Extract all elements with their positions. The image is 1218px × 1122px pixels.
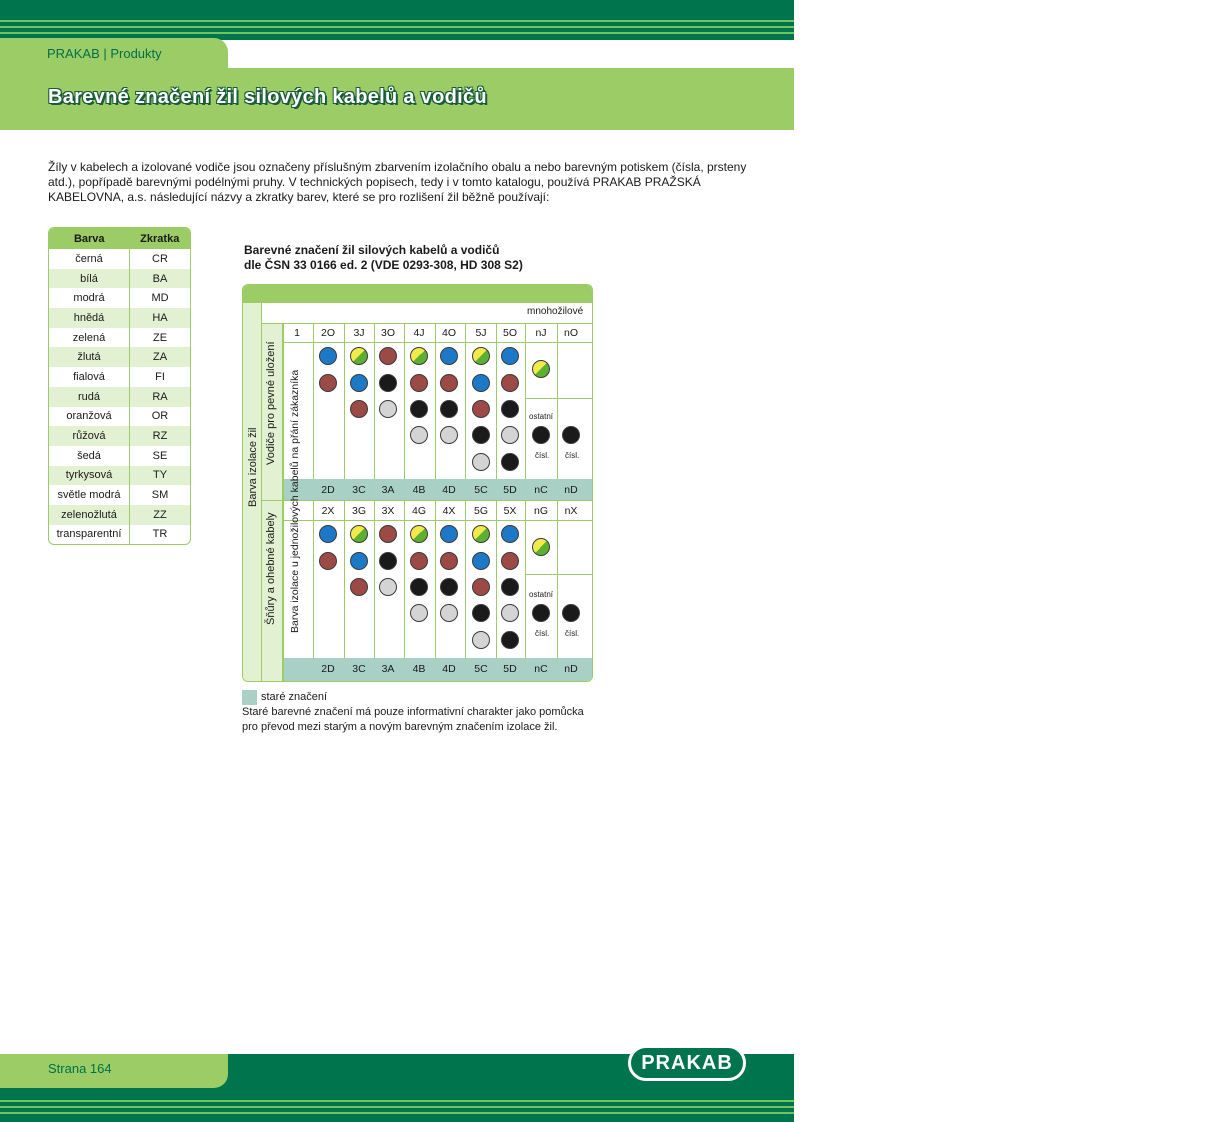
grid-vline: [465, 323, 466, 681]
grid-hline: [284, 520, 592, 521]
core-dot-cr: [501, 631, 519, 649]
core-dot-ha: [440, 552, 458, 570]
core-dot-md: [501, 347, 519, 365]
legend-color-name: žlutá: [49, 347, 130, 367]
old-code: 5D: [503, 663, 517, 675]
chart-title-line2: dle ČSN 33 0166 ed. 2 (VDE 0293-308, HD 308 S2): [244, 258, 523, 272]
chart-col-inner: [283, 323, 284, 681]
core-dot-md: [319, 347, 337, 365]
core-dot-zz: [350, 525, 368, 543]
label-outer: Barva izolace žil: [247, 427, 259, 507]
core-dot-md: [350, 374, 368, 392]
page-number: Strana 164: [48, 1061, 112, 1076]
top-code: 1: [294, 327, 300, 339]
legend-header-color: Barva: [49, 228, 130, 249]
legend-color-abbr: SE: [152, 449, 168, 462]
bottom-code: 4G: [411, 505, 426, 517]
intro-paragraph: Žíly v kabelech a izolované vodiče jsou označeny příslušným zbarvením izolačního obalu a nebo barevným potiskem (čísla, prsteny atd.), popřípadě barevnými podélnými pruhy. V technických popisech, tedy i v tomto katalogu, používá PRAKAB PRAŽSKÁ KABELOVNA, a.s. následující názvy a zkratky barev, které se pro rozlišení žil běžně používají:: [48, 160, 747, 204]
core-dot-se: [501, 604, 519, 622]
grid-hline: [525, 398, 592, 399]
multicore-label: mnohožilové: [527, 306, 584, 317]
legend-row: [49, 308, 190, 328]
old-code: nC: [534, 663, 548, 675]
legend-row: [49, 407, 190, 427]
old-code: 3A: [381, 484, 395, 496]
legend-row: [49, 269, 190, 289]
core-dot-zz: [532, 538, 550, 556]
core-dot-zz: [472, 525, 490, 543]
old-code: 3A: [381, 663, 395, 675]
legend-color-abbr: MD: [151, 292, 169, 305]
grid-hline: [525, 574, 592, 575]
core-dot-cr: [562, 604, 580, 622]
bottom-code: nX: [564, 505, 578, 517]
grid-vline: [435, 323, 436, 681]
legend-row: [49, 367, 190, 387]
core-dot-cr: [410, 578, 428, 596]
bottom-code: 5X: [503, 505, 517, 517]
core-dot-ha: [410, 374, 428, 392]
label-bottom: Šňůry a ohebné kabely: [265, 512, 277, 625]
top-code: 5J: [475, 327, 487, 339]
top-code: 4O: [441, 327, 456, 339]
core-dot-ha: [472, 400, 490, 418]
core-dot-md: [501, 525, 519, 543]
label-inner: Barva izolace u jednožilových kabelů na přání zákazníka: [289, 369, 301, 633]
grid-vline: [344, 323, 345, 681]
top-code: 2O: [320, 327, 335, 339]
old-code: 5C: [474, 484, 488, 496]
core-dot-cr: [440, 400, 458, 418]
core-dot-se: [440, 426, 458, 444]
legend-color-abbr: TY: [130, 466, 191, 486]
legend-color-name: zelenožlutá: [49, 505, 130, 525]
logo-text: PRAKAB: [641, 1052, 733, 1074]
legend-color-name: modrá: [49, 288, 130, 308]
legend-color-abbr: SM: [151, 489, 169, 502]
old-code: 5C: [474, 663, 488, 675]
legend-color-name: fialová: [49, 367, 130, 387]
core-dot-cr: [472, 604, 490, 622]
core-color-chart: [242, 284, 593, 682]
core-dot-ha: [410, 552, 428, 570]
old-code: 3C: [352, 484, 366, 496]
core-dot-ha: [379, 347, 397, 365]
top-code: nJ: [535, 327, 547, 339]
legend-row: [49, 505, 190, 525]
footer-tab: [0, 1054, 228, 1088]
core-dot-se: [472, 453, 490, 471]
page-title: Barevné značení žil silových kabelů a vodičů: [48, 86, 487, 108]
legend-color-abbr: BA: [130, 269, 191, 289]
legend-row: [49, 525, 190, 545]
numbered-label: čísl.: [535, 629, 550, 638]
note-line2: pro převod mezi starým a novým barevným značením izolace žil.: [242, 721, 558, 733]
old-code: 3C: [352, 663, 366, 675]
legend-color-abbr: ZZ: [130, 505, 191, 525]
legend-color-name: bílá: [49, 269, 130, 289]
core-dot-se: [440, 604, 458, 622]
note-line1: Staré barevné značení má pouze informativní charakter jako pomůcka: [242, 706, 584, 718]
grid-vline: [525, 323, 526, 681]
legend-color-name: rudá: [49, 387, 130, 407]
core-dot-cr: [562, 426, 580, 444]
old-code: 2D: [321, 484, 335, 496]
old-code: 4D: [442, 663, 456, 675]
legend-color-abbr: FI: [155, 370, 165, 383]
core-dot-ha: [350, 400, 368, 418]
legend-row: [49, 328, 190, 348]
other-label: ostatní: [529, 590, 554, 599]
legend-row: [49, 426, 190, 446]
legend-color-name: zelená: [49, 328, 130, 348]
core-dot-cr: [410, 400, 428, 418]
top-code: 3O: [380, 327, 395, 339]
legend-header-abbr: Zkratka: [130, 228, 191, 249]
legend-color-abbr: RZ: [130, 426, 191, 446]
top-code: 5O: [502, 327, 517, 339]
legend-color-name: oranžová: [49, 407, 130, 427]
chart-title: [244, 243, 523, 273]
bottom-code: 3X: [381, 505, 395, 517]
chart-top-band: [243, 285, 592, 303]
legend-row: [49, 466, 190, 486]
core-dot-cr: [501, 453, 519, 471]
legend-body: [49, 249, 190, 544]
color-legend-table: [48, 227, 191, 545]
core-dot-md: [472, 374, 490, 392]
top-code: 3J: [353, 327, 365, 339]
legend-color-name: růžová: [49, 426, 130, 446]
label-top: Vodiče pro pevné uložení: [265, 341, 277, 465]
numbered-label: čísl.: [565, 629, 580, 638]
grid-hline: [284, 342, 592, 343]
legend-color-name: tyrkysová: [49, 466, 130, 486]
old-marking-label: staré značení: [261, 691, 328, 703]
core-dot-ha: [440, 374, 458, 392]
core-dot-se: [501, 426, 519, 444]
core-dot-ha: [319, 374, 337, 392]
core-dot-ha: [472, 578, 490, 596]
old-code: 4B: [412, 663, 426, 675]
grid-vline: [374, 323, 375, 681]
legend-color-name: černá: [49, 249, 130, 269]
core-dot-md: [440, 347, 458, 365]
grid-vline: [496, 323, 497, 681]
core-dot-cr: [532, 426, 550, 444]
grid-vline: [313, 323, 314, 681]
core-dot-cr: [440, 578, 458, 596]
core-dot-se: [472, 631, 490, 649]
core-dot-cr: [472, 426, 490, 444]
core-dot-se: [379, 578, 397, 596]
old-code: nD: [564, 663, 578, 675]
legend-color-abbr: TR: [152, 528, 168, 541]
legend-row: [49, 387, 190, 407]
other-label: ostatní: [529, 412, 554, 421]
grid-hline: [262, 500, 592, 501]
core-dot-ha: [350, 578, 368, 596]
old-code: 5D: [503, 484, 517, 496]
core-dot-zz: [410, 347, 428, 365]
core-dot-zz: [472, 347, 490, 365]
legend-color-name: transparentní: [49, 525, 130, 545]
core-dot-cr: [501, 400, 519, 418]
numbered-label: čísl.: [535, 451, 550, 460]
legend-color-name: světle modrá: [49, 485, 130, 505]
top-code: 4J: [413, 327, 425, 339]
old-code: 2D: [321, 663, 335, 675]
legend-color-abbr: RA: [130, 387, 191, 407]
numbered-label: čísl.: [565, 451, 580, 460]
bottom-code: 4X: [442, 505, 456, 517]
core-dot-zz: [350, 347, 368, 365]
bottom-code: 3G: [351, 505, 366, 517]
core-dot-md: [319, 525, 337, 543]
core-dot-zz: [410, 525, 428, 543]
old-code: 4D: [442, 484, 456, 496]
core-dot-cr: [532, 604, 550, 622]
core-dot-se: [410, 604, 428, 622]
core-dot-ha: [501, 552, 519, 570]
grid-vline: [404, 323, 405, 681]
legend-row: [49, 347, 190, 367]
core-dot-md: [350, 552, 368, 570]
breadcrumb[interactable]: PRAKAB | Produkty: [47, 46, 162, 61]
core-dot-cr: [379, 374, 397, 392]
old-code: nD: [564, 484, 578, 496]
core-dot-cr: [379, 552, 397, 570]
legend-row: [49, 249, 190, 269]
old-code: nC: [534, 484, 548, 496]
core-dot-ha: [319, 552, 337, 570]
core-dot-cr: [501, 578, 519, 596]
top-code: nO: [563, 327, 578, 339]
legend-color-abbr: ZE: [152, 331, 168, 344]
grid-vline: [557, 323, 558, 681]
legend-color-abbr: ZA: [130, 347, 191, 367]
legend-row: [49, 288, 190, 308]
legend-color-abbr: HA: [130, 308, 191, 328]
core-dot-md: [472, 552, 490, 570]
legend-color-abbr: OR: [151, 410, 169, 423]
legend-color-name: hnědá: [49, 308, 130, 328]
core-dot-md: [440, 525, 458, 543]
legend-row: [49, 446, 190, 466]
legend-color-name: šedá: [49, 446, 130, 466]
prakab-logo[interactable]: [628, 1045, 746, 1081]
bottom-code: 5G: [473, 505, 488, 517]
core-dot-se: [410, 426, 428, 444]
chart-title-line1: Barevné značení žil silových kabelů a vodičů: [244, 243, 500, 257]
legend-color-abbr: CR: [152, 252, 168, 265]
old-code: 4B: [412, 484, 426, 496]
grid-hline: [262, 500, 284, 501]
bottom-code: nG: [533, 505, 548, 517]
core-dot-ha: [501, 374, 519, 392]
header-stripes: [0, 0, 794, 40]
core-dot-se: [379, 400, 397, 418]
bottom-code: 2X: [321, 505, 335, 517]
note: [242, 690, 584, 735]
core-dot-zz: [532, 360, 550, 378]
core-dot-ha: [379, 525, 397, 543]
legend-row: [49, 485, 190, 505]
